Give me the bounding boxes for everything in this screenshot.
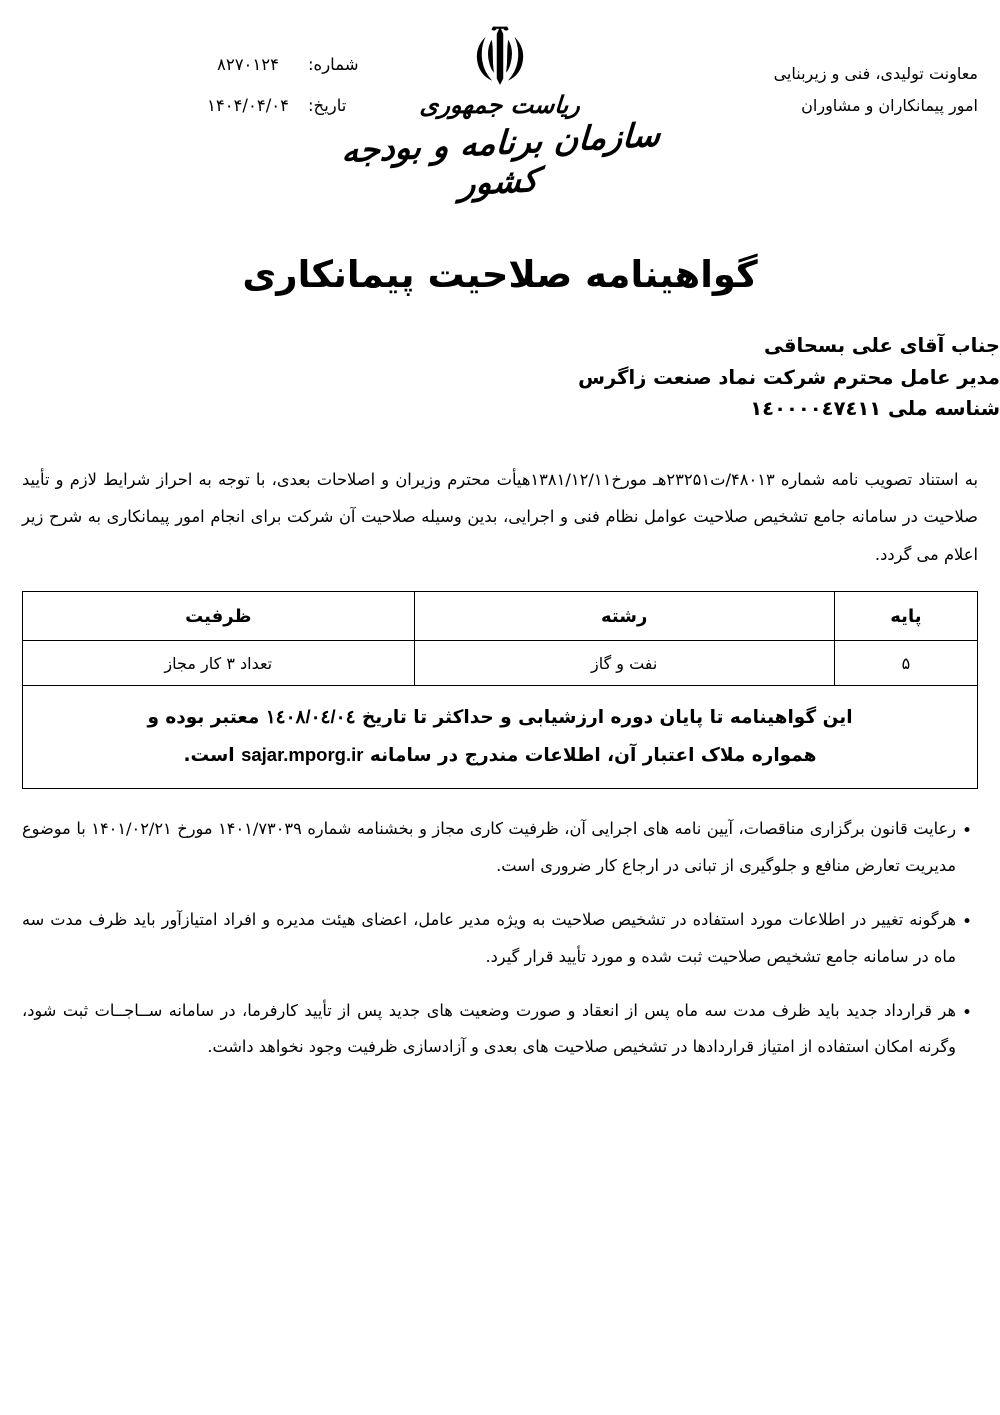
iran-national-emblem-icon xyxy=(340,18,660,90)
cell-paye: ۵ xyxy=(834,641,977,686)
list-item xyxy=(22,993,978,1066)
department-line-2: امور پیمانکاران و مشاوران xyxy=(801,96,978,115)
emblem-organization-text: سازمان برنامه و بودجه کشور xyxy=(340,114,662,203)
notes-list xyxy=(22,811,978,1066)
column-header-zarfiat: ظرفیت xyxy=(23,592,415,641)
validity-row xyxy=(23,686,978,789)
sajar-system-url: sajar.mporg.ir xyxy=(241,744,364,766)
validity-line1-before: این گواهینامه تا پایان دوره ارزشیابی و حداکثر تا تاریخ xyxy=(355,707,853,729)
table-row xyxy=(23,641,978,686)
bullet-icon: • xyxy=(961,912,973,933)
addressee-block xyxy=(0,330,1000,425)
date-label: تاریخ: xyxy=(308,96,347,115)
column-header-reshte: رشته xyxy=(414,592,834,641)
bullet-icon: • xyxy=(961,821,973,842)
column-header-paye: پایه xyxy=(834,592,977,641)
number-label: شماره: xyxy=(308,55,359,74)
cell-zarfiat: تعداد ۳ کار مجاز xyxy=(23,641,415,686)
organization-emblem-block xyxy=(340,18,660,201)
cell-reshte: نفت و گاز xyxy=(414,641,834,686)
qualification-table xyxy=(22,591,978,789)
document-header xyxy=(0,0,1000,205)
national-id-value: ١٤٠٠٠٠٤٧٤١١ xyxy=(750,397,882,421)
page-title: گواهینامه صلاحیت پیمانکاری xyxy=(242,253,758,296)
validity-line2-before: همواره ملاک اعتبار آن، اطلاعات مندرج در سامانه xyxy=(363,745,817,767)
validity-expiry-date: ١٤٠٨/٠٤/٠٤ xyxy=(265,706,356,728)
number-value: ۸۲۷۰۱۲۴ xyxy=(216,55,280,74)
addressee-role: مدیر عامل محترم شرکت نماد صنعت زاگرس xyxy=(578,365,1000,389)
department-line-1: معاونت تولیدی، فنی و زیربنایی xyxy=(773,64,978,83)
list-item xyxy=(22,902,978,975)
date-value: ۱۴۰۴/۰۴/۰۴ xyxy=(206,96,290,115)
department-block xyxy=(678,58,978,122)
body-paragraph: به استناد تصویب نامه شماره ۴۸۰۱۳/ت۲۳۲۵۱هـ مورخ۱۳۸۱/۱۲/۱۱هیأت محترم وزیران و اصلاحات بعدی، با توجه به احراز شرایط لازم و تأیید صلاحیت در سامانه جامع تشخیص صلاحیت عوامل نظام فنی و اجرایی، بدین وسیله صلاحیت آن شرکت برای انجام امور پیمانکاری به شرح زیر اعلام می گردد. xyxy=(22,469,978,564)
validity-line2-after: است. xyxy=(183,745,242,767)
note-text-2: هرگونه تغییر در اطلاعات مورد استفاده در تشخیص صلاحیت به ویژه مدیر عامل، اعضای هیئت مدیره و افراد امتیازآور باید ظرف مدت سه ماه در سامانه جامع تشخیص صلاحیت ثبت شده و مورد تأیید قرار گیرد. xyxy=(22,910,956,966)
addressee-national-id xyxy=(0,393,1000,425)
note-text-1: رعایت قانون برگزاری مناقصات، آیین نامه های اجرایی آن، ظرفیت کاری مجاز و بخشنامه شماره ۱۴۰۱/۷۳۰۳۹ مورخ ۱۴۰۱/۰۲/۲۱ با موضوع مدیریت تعارض منافع و جلوگیری از تبانی در ارجاع کار ضروری است. xyxy=(22,819,957,875)
validity-statement xyxy=(23,686,978,789)
validity-line1-after: معتبر بوده و xyxy=(147,707,266,729)
bullet-icon: • xyxy=(961,1002,973,1023)
national-id-label: شناسه ملی xyxy=(887,397,1000,421)
table-header-row xyxy=(23,592,978,641)
list-item xyxy=(22,811,978,884)
note-text-3: هر قرارداد جدید باید ظرف مدت سه ماه پس از انعقاد و صورت وضعیت های جدید پس از تأیید کارفرما، در سامانه ســاجــات ثبت شود، وگرنه امکان استفاده از امتیاز قراردادها در تشخیص صلاحیت های بعدی و آزادسازی ظرفیت وجود نخواهد داشت. xyxy=(22,1000,956,1057)
emblem-presidency-text: ریاست جمهوری xyxy=(418,90,582,119)
addressee-name: جناب آقای علی بسحاقی xyxy=(764,334,1000,357)
